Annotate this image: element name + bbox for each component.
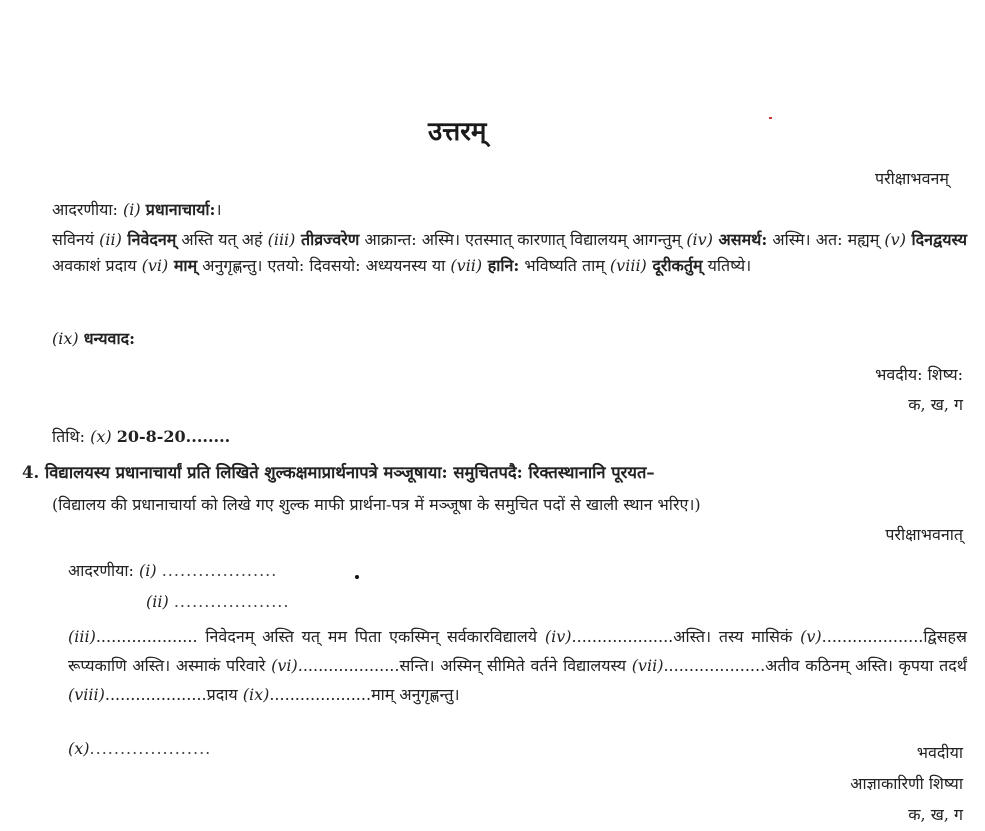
answer-body-paragraph <box>52 227 967 279</box>
text-segment: यतिष्ये। <box>702 256 752 275</box>
answer-word: हानि: <box>482 256 520 275</box>
blank-number: (ii) <box>146 592 169 611</box>
answer-salutation <box>52 198 222 220</box>
blank-number: (ix) <box>52 329 79 348</box>
answer-signature-line2: क, ख, ग <box>908 395 963 414</box>
answer-word: दिनद्वयस्य <box>905 230 968 249</box>
text-segment: अवकाशं प्रदाय <box>52 256 142 275</box>
question-signature-line3: क, ख, ग <box>908 805 963 824</box>
question-signature-line2: आज्ञाकारिणी शिष्या <box>850 774 963 793</box>
stray-mark <box>769 117 772 119</box>
blank-number: (viii) <box>609 256 647 275</box>
salutation-lead: आदरणीया: <box>68 561 134 580</box>
answer-thanks <box>52 327 135 349</box>
text-segment: ....................सन्ति। अस्मिन् सीमिते वर्तने विद्यालयस्य <box>297 656 632 675</box>
blank-number: (i) <box>139 561 157 580</box>
blank-number: (vii) <box>631 656 664 675</box>
blank-number: (vi) <box>141 256 169 275</box>
text-segment: ....................माम् अनुगृह्णन्तु। <box>269 685 460 704</box>
text-segment: ....................द्विसहस्र रूप्यकाणि अस्ति। अस्माकं परिवारे <box>68 627 968 675</box>
answer-word: असमर्थ: <box>712 230 768 249</box>
question-signature-line1: भवदीया <box>916 743 963 762</box>
salutation-lead: आदरणीया: <box>52 200 118 219</box>
question-translation: (विद्यालय की प्रधानाचार्या को लिखे गए शुल्क माफी प्रार्थना-पत्र में मञ्जूषा के समुचित पदों से खाली स्थान भरिए।) <box>52 495 701 514</box>
date-lead: तिथि: <box>52 427 86 446</box>
blank-number: (x) <box>90 427 112 446</box>
question-salutation <box>68 559 277 581</box>
answer-word: धन्यवाद: <box>83 329 136 348</box>
text-segment: ....................अस्ति। तस्य मासिकं <box>571 627 801 646</box>
fill-blank: ................... <box>173 592 290 611</box>
salutation-tail: । <box>215 200 222 219</box>
answer-date <box>52 425 230 447</box>
text-segment: अस्ति यत् अहं <box>176 230 268 249</box>
answer-word: तीव्रज्वरेण <box>295 230 360 249</box>
blank-number: (iv) <box>686 230 713 249</box>
fill-blank: ................... <box>161 561 278 580</box>
blank-number: (viii) <box>68 685 105 704</box>
date-value: 20-8-20........ <box>116 427 231 446</box>
question-number: 4. <box>22 463 40 482</box>
question-text: विद्यालयस्य प्रधानाचार्यां प्रति लिखिते शुल्कक्षमाप्रार्थनापत्रे मञ्जूषाया: समुचितपदै: रिक्तस्थानानि पूरयत– <box>44 463 655 482</box>
blank-number: (ii) <box>99 230 122 249</box>
blank-number: (vii) <box>450 256 483 275</box>
blank-number: (i) <box>123 200 141 219</box>
text-segment: आक्रान्त: अस्मि। एतस्मात् कारणात् विद्यालयम् आगन्तुम् <box>359 230 687 249</box>
text-segment: भविष्यति ताम् <box>519 256 610 275</box>
text-segment: ....................अतीव कठिनम् अस्ति। कृपया तदर्थं <box>663 656 967 675</box>
dot-mark <box>355 575 359 579</box>
blank-number: (iii) <box>267 230 296 249</box>
question-line-x <box>68 739 211 758</box>
text-segment: .................... निवेदनम् अस्ति यत् मम पिता एकस्मिन् सर्वकारविद्यालये <box>95 627 545 646</box>
answer-word: माम् <box>168 256 198 275</box>
question-line-ii <box>146 592 289 611</box>
answer-signature-line1: भवदीय: शिष्य: <box>875 365 963 384</box>
text-segment: ....................प्रदाय <box>104 685 243 704</box>
blank-number: (ix) <box>242 685 270 704</box>
answer-word: प्रधानाचार्या: <box>145 200 216 219</box>
blank-number: (v) <box>800 627 822 646</box>
question-place: परीक्षाभवनात् <box>885 525 963 544</box>
blank-number: (iv) <box>544 627 572 646</box>
question-body-paragraph <box>68 622 967 709</box>
question-heading <box>22 460 655 483</box>
text-segment: सविनयं <box>52 230 100 249</box>
text-segment: अनुगृह्णन्तु। एतयो: दिवसयो: अध्ययनस्य या <box>197 256 451 275</box>
answer-title: उत्तरम् <box>428 117 487 147</box>
blank-number: (v) <box>884 230 906 249</box>
answer-word: निवेदनम् <box>121 230 177 249</box>
blank-number: (iii) <box>68 627 96 646</box>
answer-word: दूरीकर्तुम् <box>646 256 703 275</box>
blank-number: (x) <box>68 739 90 758</box>
text-segment: अस्मि। अत: मह्यम् <box>767 230 885 249</box>
blank-number: (vi) <box>271 656 298 675</box>
answer-place: परीक्षाभवनम् <box>875 169 949 188</box>
fill-blank: .................... <box>89 739 212 758</box>
